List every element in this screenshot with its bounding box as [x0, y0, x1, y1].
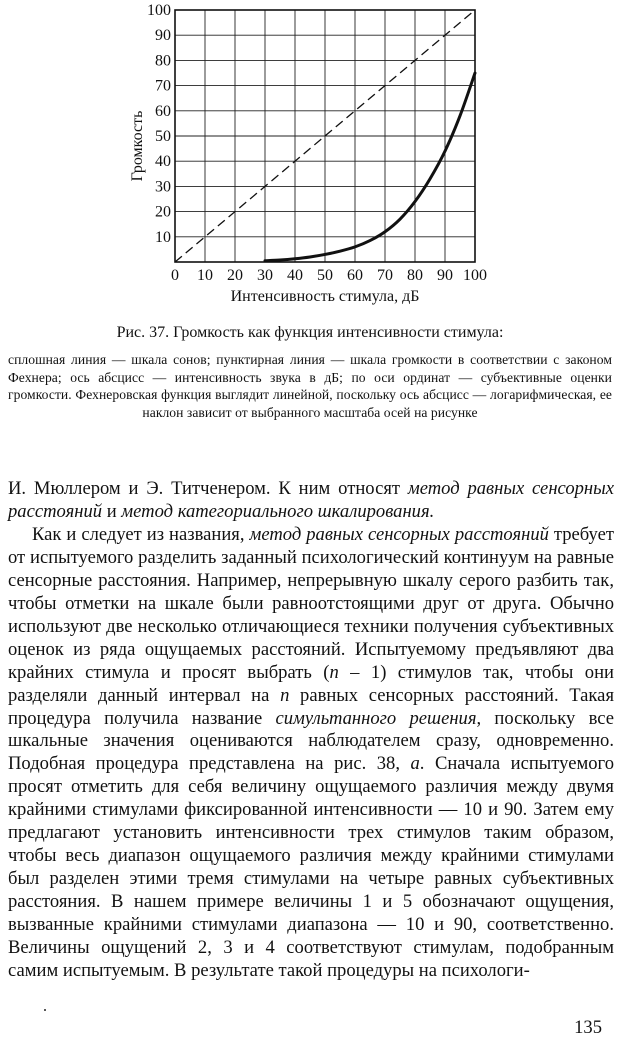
term-category-scaling: метод категориального шкалирования.: [121, 500, 435, 522]
y-axis-tick-labels: [147, 2, 171, 246]
y-tick-label: 10: [155, 228, 171, 246]
x-tick-label: 100: [463, 267, 487, 284]
figure-caption-title: Рис. 37. Громкость как функция интенсивности стимула:: [116, 324, 504, 341]
term-equal-sensory-distances: метод равных сенсорных расстояний: [249, 523, 549, 545]
x-tick-label: 70: [377, 267, 393, 284]
text-run: и: [102, 500, 122, 522]
text-run: , поскольку все шкальные значения оцениваются наблюдателем сразу, одновременно. Подобная процедура представлена на рис. 38,: [8, 707, 614, 775]
paragraph-1: [8, 478, 614, 524]
y-tick-label: 60: [155, 102, 171, 120]
variable-n: n: [329, 661, 339, 683]
y-tick-label: 50: [155, 128, 171, 145]
x-tick-label: 10: [197, 267, 213, 284]
x-tick-label: 40: [287, 267, 303, 284]
y-tick-label: 20: [155, 203, 171, 221]
y-tick-label: 70: [155, 77, 171, 95]
x-tick-label: 50: [317, 267, 333, 284]
text-run: – 1) стимулов так, чтобы они разделяли данный интервал на: [8, 661, 614, 706]
variable-n: n: [280, 684, 290, 706]
term-simultaneous-solution: симультанного решения: [275, 707, 477, 729]
x-tick-label: 60: [347, 267, 363, 284]
figure-caption-body: сплошная линия — шкала сонов; пунктирная линия — шкала громкости в соответствии с законом Фехнера; ось абсцисс — интенсивность звука в дБ; по оси ординат — субъективные оценки громкости. Фехнеровская функция выглядит линейной, поскольку ось абсцисс — логарифмическая, ее наклон зависит от выбранного масштаба осей на рисунке: [8, 352, 612, 420]
text-run: . Сначала испытуемого просят отметить для себя величину ощущаемого различия между двумя крайними стимулами фиксированной интенсивности — 10 и 90. Затем ему предлагают установить интенсивности трех стимулов таким образом, чтобы весь диапазон ощущаемого различия между крайними стимулами был разделен этими тремя стимулами на четыре равных субъективных расстояния. В нашем примере величины 1 и 5 обозначают ощущения, вызванные крайними стимулами диапазона — 10 и 90, соответственно. Величины ощущений 2, 3 и 4 соответствуют стимулам, подобранным самим испытуемым. В результате такой процедуры на психологи-: [8, 753, 614, 982]
y-tick-label: 90: [155, 27, 171, 45]
x-axis-tick-labels: [171, 267, 487, 284]
stray-mark: [44, 1009, 46, 1011]
text-run: И. Мюллером и Э. Титченером. К ним относят: [8, 478, 408, 499]
x-tick-label: 90: [437, 267, 453, 284]
text-run: требует от испытуемого разделить заданный психологический континуум на равные сенсорные расстояния. Например, непрерывную шкалу серого разбить так, чтобы отметки на шкале были равноотстоящими друг от друга. Обычно используют две несколько отличающиеся техники получения субъективных оценок из ряда ощущаемых расстояний. Испытуемому предъявляют два крайних стимула и просят выбрать (: [8, 523, 614, 683]
y-tick-label: 100: [147, 2, 171, 19]
y-tick-label: 30: [155, 178, 171, 196]
loudness-chart: [0, 0, 620, 325]
x-tick-label: 30: [257, 267, 273, 284]
x-axis-label: Интенсивность стимула, дБ: [230, 288, 420, 305]
text-run: равных сенсорных расстояний. Такая процедура получила название: [8, 684, 614, 729]
series-line-sone-solid: [265, 73, 475, 261]
page-number: 135: [574, 1017, 602, 1038]
x-tick-label: 0: [171, 267, 179, 284]
text-run: Как и следует из названия,: [32, 523, 250, 545]
x-tick-label: 80: [407, 267, 423, 284]
y-axis-label: Громкость: [129, 110, 146, 182]
y-tick-label: 40: [155, 153, 171, 171]
paragraph-2: [8, 524, 614, 983]
term-equal-sensory-distances: метод равных сенсорных расстояний: [8, 478, 614, 522]
figure-panel-ref: а: [410, 753, 420, 775]
body-text: [8, 478, 614, 983]
y-tick-label: 80: [155, 52, 171, 70]
x-tick-label: 20: [227, 267, 243, 284]
